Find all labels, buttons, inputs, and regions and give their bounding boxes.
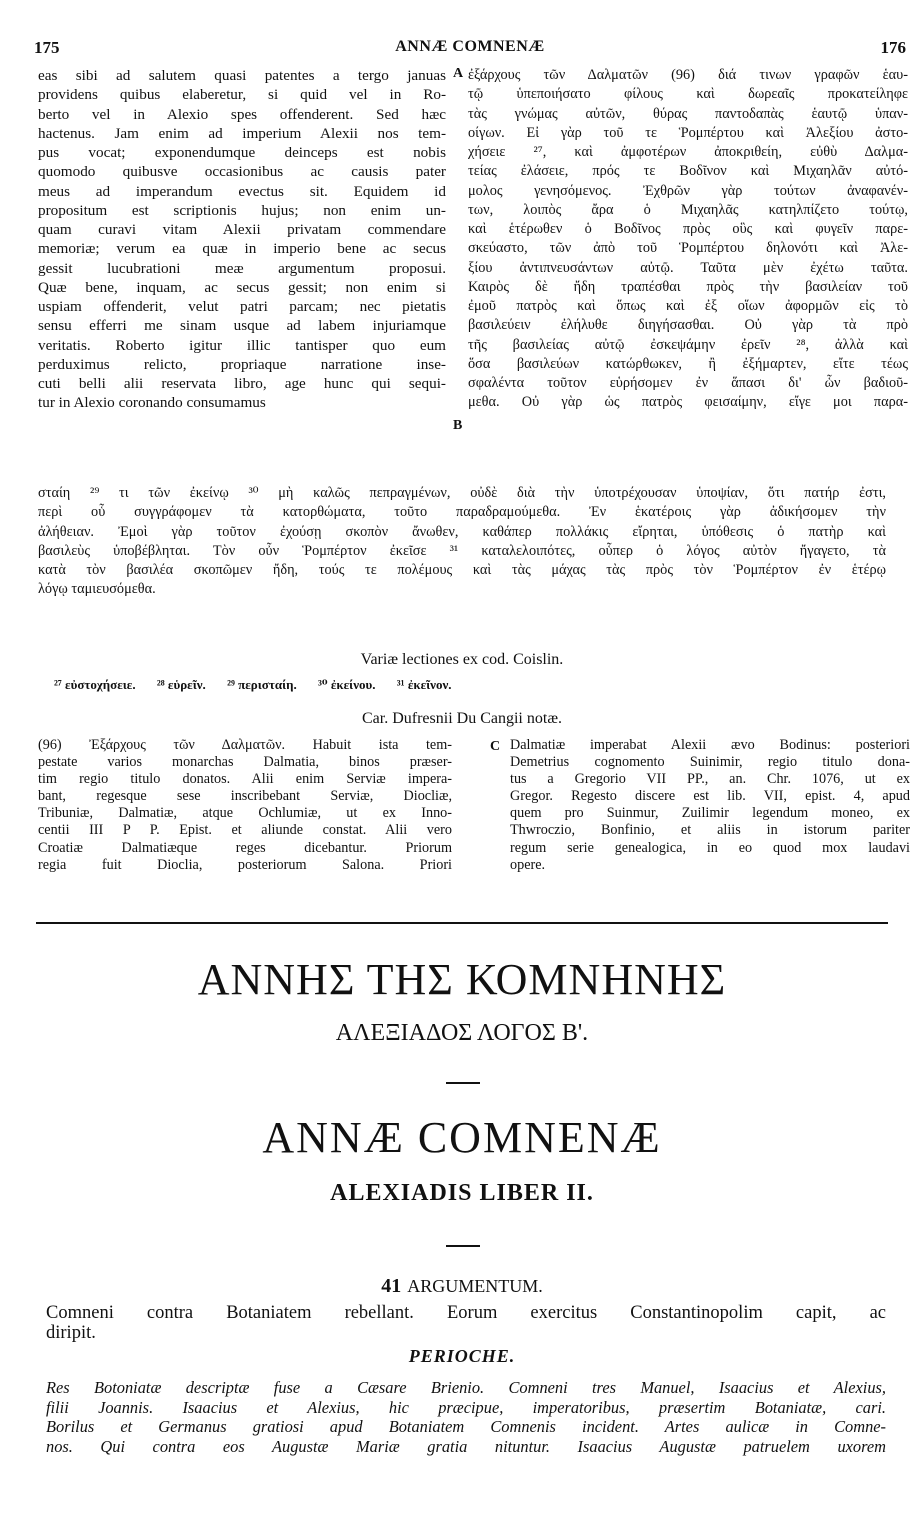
- text-line: οίγων. Εἰ γὰρ τοῦ τε Ῥομπέρτου καὶ Ἀλεξίου ἀστο-: [468, 124, 908, 141]
- perioche-text: [46, 1378, 886, 1456]
- text-line: ξίου ἀντιπνευσάντων αὐτῷ. Ταῦτα μὲν ἐχέτω ταῦτα.: [468, 259, 908, 276]
- note-line: tim regio titulo donatos. Alii enim Serviæ impera-: [38, 771, 452, 788]
- argumentum-label: ARGUMENTUM.: [407, 1276, 543, 1296]
- text-line: των, λοιπὸς ἄρα ὁ Μιχαηλᾶς κατηλπίζετο τούτῳ,: [468, 201, 908, 218]
- perioche-heading: PERIOCHE.: [408, 1346, 516, 1366]
- book-title-greek: ΑΝΝΗΣ ΤΗΣ ΚΟΜΝΗΝΗΣ: [197, 955, 727, 1004]
- column-number: 41: [381, 1275, 402, 1297]
- note-line: Gregor. Regesto discere est lib. VII, epist. 4, apud: [510, 788, 910, 805]
- text-line: τῆς βασιλείας αὐτῷ ἐσκεψάμην ἐρεῖν ²⁸, ἀλλὰ καὶ: [468, 336, 908, 353]
- text-line: sensu efferri me sinam usque ad labem injuriamque: [38, 317, 446, 335]
- note-line: regia fuit Dioclia, posteriorum Salona. Priori: [38, 856, 452, 873]
- note-line: Croatiæ Dalmatiæque reges dicebantur. Priorum: [38, 839, 452, 856]
- note-line: Tribuniæ, Dalmatiæ, atque Ochlumiæ, ut ex Inno-: [38, 805, 452, 822]
- text-line: Borilus et Germanus gratiosi apud Botaniatem Comnenis incident. Artes aulicæ in Comne-: [46, 1417, 886, 1437]
- note-line: Dalmatiæ imperabat Alexii ævo Bodinus: posteriori: [510, 737, 910, 753]
- text-line: pus vocat; exponendumque deinceps est nobis: [38, 144, 446, 161]
- text-line: σφαλέντα τοῦτον εὑρήσομεν ἐν ἅπασι δι' ὧν βαδιοῦ-: [468, 375, 908, 391]
- margin-marker-a: A: [453, 66, 464, 81]
- latin-column: [38, 66, 446, 413]
- note-line: regum serie genealogica, in eo quod mox laudavi: [510, 839, 910, 856]
- variant-reading: ²⁷ εὐστοχήσειε.: [54, 677, 136, 692]
- note-line: tus a Gregorio VII PP., an. Chr. 1076, ut ex: [510, 771, 910, 788]
- text-line: quomodo quibusve occasionibus ac causis pater: [38, 163, 446, 181]
- text-line: eas sibi ad salutem quasi patentes a tergo januas: [38, 67, 446, 84]
- text-line: memoriæ; verum ea quæ in imperio bene ac secus: [38, 240, 446, 258]
- book-subtitle-greek: ΑΛΕΞΙΑΔΟΣ ΛΟΓΟΣ Β'.: [335, 1020, 589, 1046]
- running-head: [34, 38, 906, 62]
- text-line: filii Joannis. Isaacius et Alexius, hic præcipue, imperatoribus, præsertim Botaniatæ, cari.: [46, 1397, 886, 1417]
- section-divider: [36, 922, 888, 924]
- text-line: tur in Alexio coronando consumamus: [38, 394, 266, 412]
- note-line: bant, regesque sese inscribebant Serviæ, Diocliæ,: [38, 788, 452, 805]
- text-line: propositum est scriptionis hujus; non enim un-: [38, 201, 446, 219]
- text-line: ἀλήθειαν. Ἐμοὶ γὰρ τοῦτον ἐχούσῃ σκοπὸν ἄνωθεν, καθάπερ πολλάκις εἴρηται, ὑπόθεσις ὁ πατὴρ καὶ: [38, 523, 886, 540]
- note-line: opere.: [510, 856, 546, 873]
- note-line: (96) Ἐξάρχους τῶν Δαλματῶν. Habuit ista tem-: [38, 737, 452, 753]
- variant-reading: ³¹ ἐκεῖνον.: [396, 677, 452, 692]
- argumentum-text: [46, 1303, 886, 1343]
- text-line: perduximus relicto, propriaque narratione inse-: [38, 355, 446, 373]
- text-line: Καιρὸς δὲ ἤδη τραπέσθαι πρὸς τὴν βασιλείαν τοῦ: [468, 278, 908, 295]
- text-line: σταίη ²⁹ τι τῶν ἐκείνῳ ³⁰ μὴ καλῶς πεπραγμένων, οὐδὲ διὰ τὴν ὑποτρέχουσαν ὑποψίαν, ὅτι πατήρ ἐστι,: [38, 485, 886, 501]
- variae-lectiones-heading: Variæ lectiones ex cod. Coislin.: [360, 651, 564, 668]
- variant-reading: ³⁰ ἐκείνου.: [318, 677, 376, 692]
- text-line: βασιλεὺς ὑποβέβληται. Τὸν οὖν Ῥομπέρτον ἐκεῖσε ³¹ καταλελοιπότες, οὗπερ ὁ λόγος αὐτὸν ἤγαγετο, τὰ: [38, 542, 886, 559]
- text-line: gessit lucubrationi meæ argumentum proposui.: [38, 259, 446, 277]
- text-line: ἐξάρχους τῶν Δαλματῶν (96) διά τινων γραφῶν ἑαυ-: [468, 67, 908, 83]
- parallel-text: [38, 66, 908, 490]
- book-subtitle-latin: ALEXIADIS LIBER II.: [330, 1180, 594, 1206]
- text-line: Comneni contra Botaniatem rebellant. Eorum exercitus Constantinopolim capit, ac: [46, 1303, 886, 1323]
- text-line: quam curavi vitam Alexii privatam commendare: [38, 221, 446, 238]
- text-line: χήσειε ²⁷, καὶ ἀμφοτέρων ἀποκριθείη, εὐθὺ Δαλμα-: [468, 144, 908, 160]
- text-line: Res Botoniatæ descriptæ fuse a Cæsare Brienio. Comneni tres Manuel, Isaacius et Alexius,: [46, 1378, 886, 1397]
- running-title: ANNÆ COMNENÆ: [395, 38, 545, 55]
- argumentum-heading: [0, 1275, 924, 1298]
- book-title-latin: ANNÆ COMNENÆ: [262, 1113, 662, 1162]
- greek-full-width-text: [38, 484, 886, 600]
- note-line: Demetrius cognomento Suinimir, regio titulo dona-: [510, 754, 910, 771]
- note-line: Thwroczio, Bonfinio, et aliis in istorum pariter: [510, 822, 910, 839]
- text-line: providens quibus elaberetur, si quid vel in Ro-: [38, 86, 446, 104]
- text-line: ὅσα βασιλεύων κατώρθωκεν, ἢ ἐξήμαρτεν, εἴτε τέως: [468, 355, 908, 372]
- text-line: καὶ ἑτέρωθεν ὁ Βοδῖνος πρὸς οὓς καὶ φυγεῖν παρε-: [468, 221, 908, 237]
- text-line: σκεύαστο, τῶν ἀπὸ τοῦ Ῥομπέρτου δηλονότι καὶ Ἀλε-: [468, 240, 908, 257]
- text-line: τῷ ὑπεποιήσατο φίλους καὶ δωρεαῖς προκατείληφε: [468, 86, 908, 103]
- text-line: uspiam offenderit, velut patri parcam; nec pietatis: [38, 298, 446, 315]
- text-line: meus ad imperandum evectus sit. Equidem id: [38, 182, 446, 200]
- title-dash: [446, 1082, 480, 1084]
- margin-marker-b: B: [453, 418, 463, 433]
- text-line: berto vel in Alexio spes offenderent. Sed hæc: [38, 105, 446, 123]
- text-line: veritatis. Roberto igitur illic tantisper quo eum: [38, 336, 446, 354]
- margin-marker-c: C: [490, 739, 501, 754]
- text-line: τείας ἐλάσειε, πρός τε Βοδῖνον καὶ Μιχαηλᾶν αὐτό-: [468, 163, 908, 180]
- text-line: βασιλεύειν ἐλήλυθε διηγήσασθαι. Οὐ γὰρ τὰ πρὸ: [468, 317, 908, 334]
- text-line: nos. Qui contra eos Augustæ Mariæ gratia nituntur. Isaacius Augustæ patruelem uxorem: [46, 1436, 886, 1456]
- note-line: centii III P P. Epist. et aliunde constat. Alii vero: [38, 822, 452, 839]
- note-line: quem pro Suinmur, Zuilimir legendum moneo, ex: [510, 805, 910, 822]
- page-number-right: 176: [880, 38, 906, 57]
- notes-right-column: [510, 737, 910, 874]
- text-line: λόγῳ ταμιευσόμεθα.: [38, 581, 156, 598]
- text-line: diripit.: [46, 1323, 96, 1343]
- notes-left-column: [38, 737, 452, 874]
- notes-section: [38, 737, 908, 887]
- variae-lectiones-list: [54, 677, 914, 693]
- text-line: μεθα. Οὐ γὰρ ὡς πατρὸς φεισαίμην, εἴγε μοι παρα-: [468, 394, 908, 411]
- text-line: ἐμοῦ πατρὸς καὶ ὅπως καὶ ἐξ οἵων ἀφορμῶν εἰς τὸ: [468, 298, 908, 314]
- page-number-left: 175: [34, 38, 60, 57]
- text-line: cuti belli alii reservata libro, age hunc qui sequi-: [38, 375, 446, 392]
- text-line: τὰς γνώμας αὐτῶν, θύρας παντοδαπὰς ἑαυτῷ ὑπαν-: [468, 105, 908, 122]
- greek-column: [468, 66, 908, 413]
- text-line: hactenus. Jam enim ad imperium Alexii nos tem-: [38, 124, 446, 142]
- variant-reading: ²⁹ περισταίη.: [227, 677, 297, 692]
- title-dash: [446, 1245, 480, 1247]
- text-line: Quæ bene, inquam, ac secus gessit; non enim si: [38, 278, 446, 296]
- text-line: κατὰ τὸν βασιλέα σκοπῶμεν ἤδη, τούς τε πολέμους καὶ τὰς μάχας τὰς πρὸς τὸν Ῥομπέρτον ἐν ἑτέρῳ: [38, 562, 886, 578]
- text-line: μολος γενησόμενος. Ἐχθρῶν γὰρ τούτων ἀναφανέν-: [468, 182, 908, 199]
- note-line: pestate varios monarchas Dalmatia, binos præser-: [38, 754, 452, 771]
- text-line: περὶ οὗ συγγράφομεν τὰ κατορθώματα, τοῦτο παραδραμούμεθα. Ἐν ἑκατέροις γὰρ ἀδικήσομεν τὴν: [38, 504, 886, 521]
- notes-heading: Car. Dufresnii Du Cangii notæ.: [362, 710, 562, 727]
- variant-reading: ²⁸ εὑρεῖν.: [156, 677, 206, 692]
